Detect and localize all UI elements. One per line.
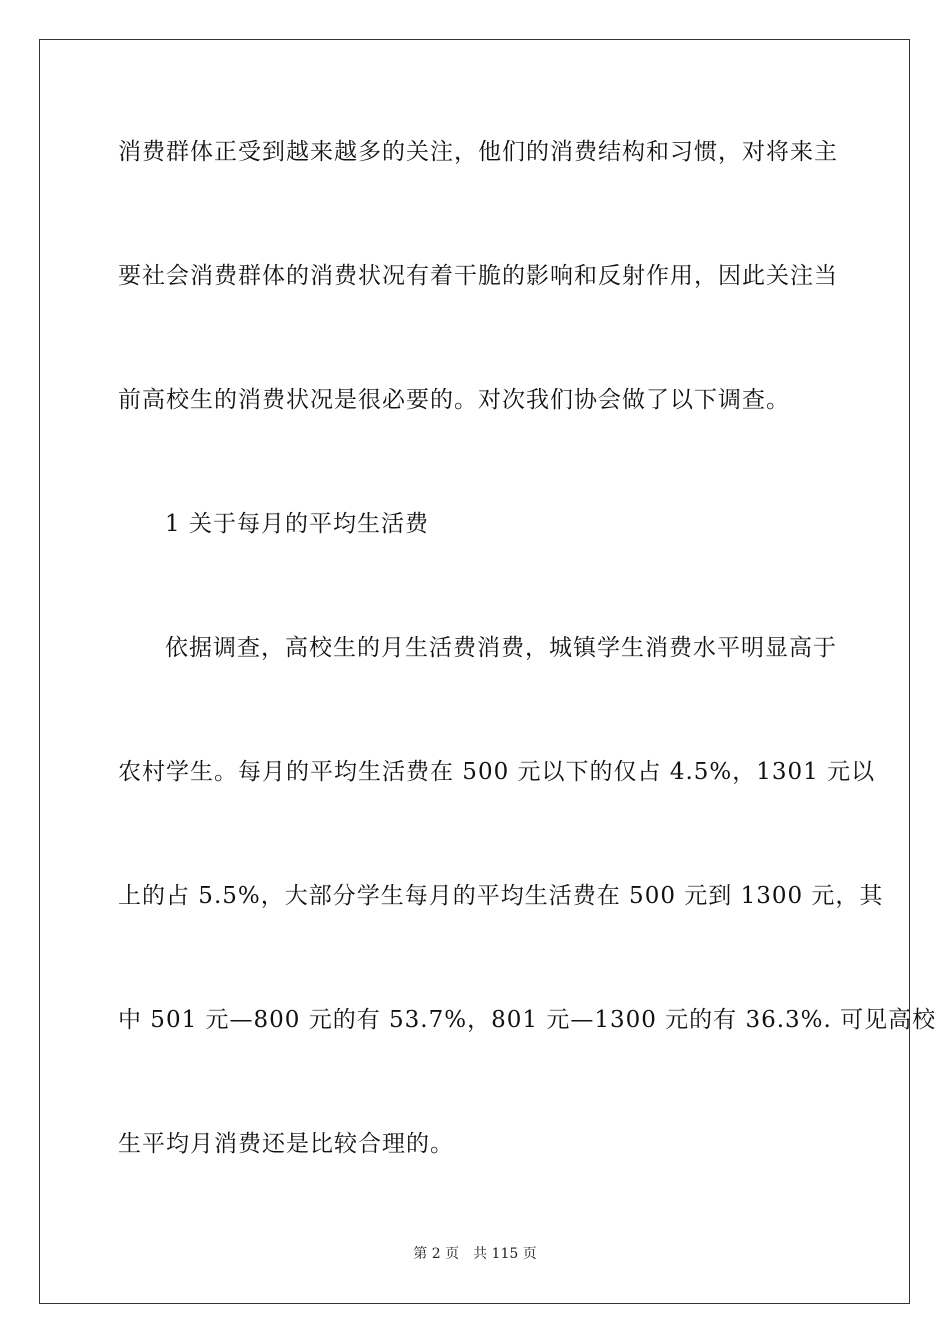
paragraph-line-1: 依据调查，高校生的月生活费消费，城镇学生消费水平明显高于 (165, 635, 837, 661)
body-line-1: 消费群体正受到越来越多的关注，他们的消费结构和习惯，对将来主 (118, 139, 838, 165)
paragraph-line-4: 中 501 元—800 元的有 53.7%，801 元—1300 元的有 36.3%. 可见高校 (118, 1007, 937, 1033)
paragraph-line-2: 农村学生。每月的平均生活费在 500 元以下的仅占 4.5%，1301 元以 (118, 759, 876, 785)
body-line-2: 要社会消费群体的消费状况有着干脆的影响和反射作用，因此关注当 (118, 263, 838, 289)
section-heading: 1 关于每月的平均生活费 (165, 511, 429, 537)
page-number-footer: 第 2 页 共 115 页 (413, 1246, 537, 1262)
page-border (39, 39, 937, 1304)
paragraph-line-3: 上的占 5.5%，大部分学生每月的平均生活费在 500 元到 1300 元，其 (118, 883, 884, 909)
paragraph-line-5: 生平均月消费还是比较合理的。 (118, 1131, 454, 1157)
body-line-3: 前高校生的消费状况是很必要的。对次我们协会做了以下调查。 (118, 387, 790, 413)
